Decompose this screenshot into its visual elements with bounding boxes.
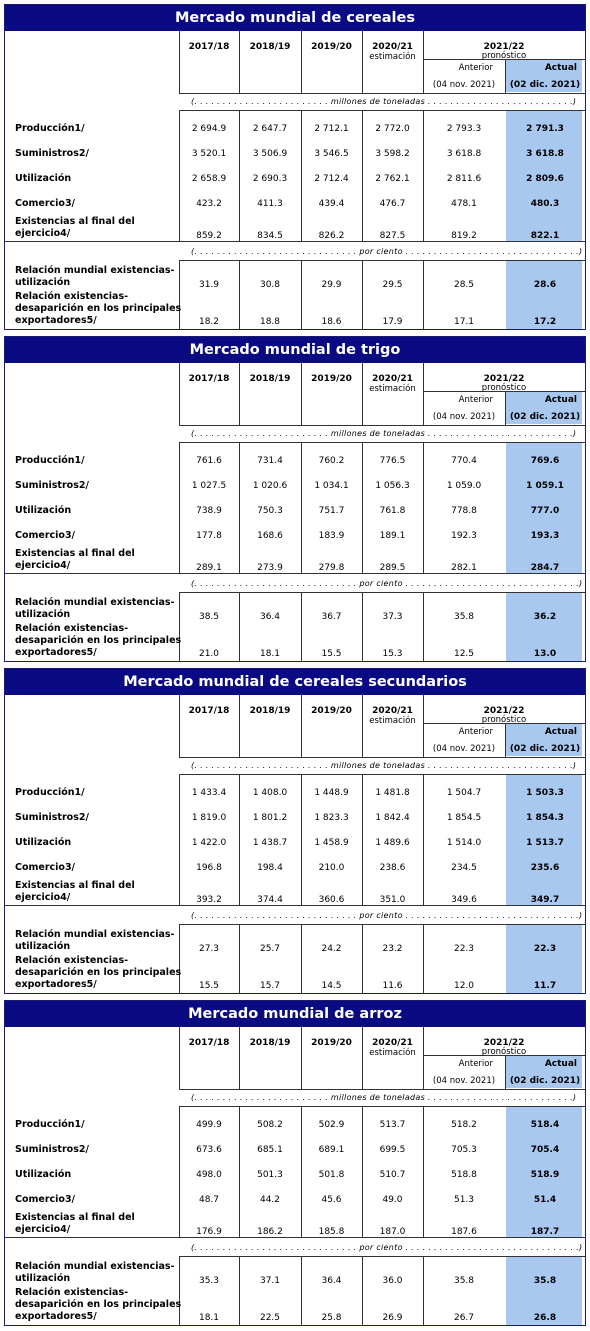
table-cell: 49.0 — [382, 1195, 403, 1205]
table-cell: 699.5 — [379, 1145, 406, 1155]
table-cell: 476.7 — [379, 199, 406, 209]
rule-line — [179, 695, 180, 757]
table-cell: 36.4 — [321, 1276, 342, 1286]
table-cell: 26.7 — [453, 1313, 475, 1323]
table-cell: 1 027.5 — [191, 481, 227, 491]
forecast-year-header: 2021/22 — [483, 1038, 525, 1048]
table-cell: 738.9 — [196, 506, 222, 516]
year-header: 2020/21 — [372, 374, 413, 384]
units-row: (. . . . . . . . . . . . . . . . . . . . . . . . millones de toneladas . . . . . . . . . . . . . . . . . . . . . . . . . .) — [191, 97, 577, 106]
table-cell: 1 056.3 — [375, 481, 410, 491]
table-cell: 2 791.3 — [526, 124, 564, 134]
table-cell: 518.8 — [451, 1170, 477, 1180]
row-label: Relación existencias-desaparición en los principales exportadores5/ — [15, 955, 182, 990]
year-header: 2019/20 — [311, 374, 352, 384]
table-cell: 273.9 — [257, 563, 283, 573]
current-date: (02 dic. 2021) — [509, 1076, 581, 1086]
table-cell: 36.4 — [259, 612, 281, 622]
year-header: 2019/20 — [311, 42, 352, 52]
table-cell: 1 034.1 — [314, 481, 349, 491]
year-header: 2018/19 — [249, 374, 291, 384]
table-cell: 3 618.8 — [446, 149, 482, 159]
table-cell: 189.1 — [379, 531, 406, 541]
table-cell: 2 658.9 — [191, 174, 227, 184]
table-cell: 187.7 — [530, 1227, 560, 1237]
rule-line — [179, 442, 585, 443]
row-label: Suministros2/ — [15, 1144, 89, 1155]
table-cell: 859.2 — [196, 231, 222, 241]
row-label: Comercio3/ — [15, 530, 76, 541]
table-cell: 18.1 — [259, 649, 281, 659]
table-cell: 2 762.1 — [375, 174, 410, 184]
table-cell: 501.8 — [318, 1170, 345, 1180]
table-cell: 12.5 — [453, 649, 475, 659]
table-cell: 819.2 — [451, 231, 477, 241]
table-cell: 18.2 — [198, 317, 220, 327]
table-cell: 2 694.9 — [191, 124, 227, 134]
table-cell: 51.4 — [533, 1195, 557, 1205]
row-label: Relación mundial existencias-utilización — [15, 597, 175, 620]
table-cell: 37.1 — [259, 1276, 281, 1286]
rule-line — [362, 695, 363, 757]
table-cell: 2 647.7 — [252, 124, 288, 134]
table-cell: 685.1 — [257, 1145, 283, 1155]
table-cell: 38.5 — [198, 612, 220, 622]
previous-date: (04 nov. 2021) — [432, 80, 496, 90]
year-header: 2020/21 — [372, 1038, 413, 1048]
units-row: (. . . . . . . . . . . . . . . . . . . . . . . . millones de toneladas . . . . . . . . . . . . . . . . . . . . . . . . . .) — [191, 429, 577, 438]
table-cell: 776.5 — [379, 456, 406, 466]
table-cell: 1 503.3 — [526, 788, 564, 798]
table-cell: 289.5 — [379, 563, 406, 573]
market-panel — [4, 336, 586, 662]
forecast-note: pronóstico — [481, 383, 527, 393]
table-cell: 439.4 — [318, 199, 345, 209]
table-cell: 518.9 — [530, 1170, 560, 1180]
current-label: Actual — [544, 63, 577, 73]
rule-line — [179, 1106, 585, 1107]
table-cell: 22.5 — [259, 1313, 281, 1323]
table-cell: 518.2 — [451, 1120, 477, 1130]
table-cell: 349.7 — [530, 895, 560, 905]
table-cell: 1 854.5 — [446, 813, 482, 823]
rule-line — [239, 31, 240, 93]
rule-line — [179, 1089, 585, 1090]
table-cell: 1 433.4 — [191, 788, 227, 798]
rule-line — [179, 425, 585, 426]
table-cell: 36.2 — [533, 612, 557, 622]
units-row: (. . . . . . . . . . . . . . . . . . . . . . . . . . . . . por ciento . . . . . . . . . . . . . . . . . . . . . . . . . . . . . . .) — [191, 1243, 583, 1252]
forecast-note: pronóstico — [481, 51, 527, 61]
forecast-year-header: 2021/22 — [483, 706, 525, 716]
table-cell: 282.1 — [451, 563, 477, 573]
table-cell: 705.4 — [530, 1145, 560, 1155]
table-cell: 193.3 — [530, 531, 560, 541]
forecast-year-header: 2021/22 — [483, 42, 525, 52]
table-cell: 2 690.3 — [252, 174, 288, 184]
table-cell: 24.2 — [321, 944, 342, 954]
table-cell: 1 020.6 — [252, 481, 288, 491]
table-cell: 198.4 — [257, 863, 283, 873]
table-cell: 29.5 — [382, 280, 403, 290]
table-cell: 360.6 — [318, 895, 345, 905]
table-cell: 27.3 — [198, 944, 220, 954]
table-cell: 374.4 — [257, 895, 283, 905]
rule-line — [239, 695, 240, 757]
table-cell: 502.9 — [318, 1120, 345, 1130]
table-cell: 834.5 — [257, 231, 283, 241]
table-cell: 23.2 — [382, 944, 403, 954]
table-cell: 480.3 — [530, 199, 560, 209]
table-cell: 1 438.7 — [252, 838, 288, 848]
estimate-note: estimación — [369, 384, 416, 394]
rule-line — [179, 1027, 180, 1089]
row-label: Comercio3/ — [15, 1194, 76, 1205]
rule-line — [301, 363, 302, 425]
row-label: Relación existencias-desaparición en los principales exportadores5/ — [15, 623, 182, 658]
table-cell: 673.6 — [196, 1145, 222, 1155]
table-cell: 822.1 — [530, 231, 560, 241]
previous-date: (04 nov. 2021) — [432, 744, 496, 754]
current-date: (02 dic. 2021) — [509, 80, 581, 90]
year-header: 2017/18 — [188, 374, 230, 384]
units-row: (. . . . . . . . . . . . . . . . . . . . . . . . millones de toneladas . . . . . . . . . . . . . . . . . . . . . . . . . .) — [191, 1093, 577, 1102]
row-label: Utilización — [15, 505, 72, 516]
table-cell: 2 793.3 — [446, 124, 482, 134]
row-label: Existencias al final del ejercicio4/ — [15, 548, 135, 571]
table-cell: 183.9 — [318, 531, 345, 541]
table-cell: 36.0 — [382, 1276, 403, 1286]
table-cell: 17.2 — [533, 317, 557, 327]
row-label: Producción1/ — [15, 455, 85, 466]
rule-line — [301, 31, 302, 93]
table-cell: 21.0 — [198, 649, 220, 659]
forecast-note: pronóstico — [481, 715, 527, 725]
estimate-note: estimación — [369, 52, 416, 62]
table-cell: 2 811.6 — [446, 174, 482, 184]
year-header: 2020/21 — [372, 42, 413, 52]
table-cell: 778.8 — [451, 506, 477, 516]
table-cell: 186.2 — [257, 1227, 283, 1237]
table-cell: 26.8 — [533, 1313, 557, 1323]
year-header: 2017/18 — [188, 42, 230, 52]
current-label: Actual — [544, 1059, 577, 1069]
row-label: Comercio3/ — [15, 198, 76, 209]
table-cell: 15.5 — [321, 649, 342, 659]
table-cell: 498.0 — [196, 1170, 222, 1180]
table-cell: 26.9 — [382, 1313, 403, 1323]
market-title: Mercado mundial de cereales secundarios — [5, 669, 585, 695]
row-label: Relación existencias-desaparición en los principales exportadores5/ — [15, 1287, 182, 1322]
table-cell: 1 513.7 — [526, 838, 564, 848]
row-label: Producción1/ — [15, 1119, 85, 1130]
previous-date: (04 nov. 2021) — [432, 412, 496, 422]
table-cell: 25.8 — [321, 1313, 342, 1323]
market-panel — [4, 1000, 586, 1326]
row-label: Utilización — [15, 837, 72, 848]
table-cell: 289.1 — [196, 563, 222, 573]
table-cell: 1 801.2 — [252, 813, 288, 823]
rule-line — [301, 1027, 302, 1089]
table-cell: 1 823.3 — [314, 813, 349, 823]
year-header: 2020/21 — [372, 706, 413, 716]
table-cell: 1 819.0 — [191, 813, 227, 823]
table-cell: 11.7 — [533, 981, 557, 991]
table-cell: 12.0 — [453, 981, 475, 991]
table-cell: 3 598.2 — [375, 149, 410, 159]
units-row: (. . . . . . . . . . . . . . . . . . . . . . . . millones de toneladas . . . . . . . . . . . . . . . . . . . . . . . . . .) — [191, 761, 577, 770]
table-cell: 187.0 — [379, 1227, 406, 1237]
year-header: 2018/19 — [249, 42, 291, 52]
market-panel — [4, 4, 586, 330]
table-cell: 210.0 — [318, 863, 345, 873]
table-cell: 2 712.4 — [314, 174, 349, 184]
table-cell: 1 422.0 — [191, 838, 227, 848]
row-label: Relación mundial existencias-utilización — [15, 929, 175, 952]
table-cell: 31.9 — [198, 280, 220, 290]
table-cell: 28.5 — [453, 280, 475, 290]
table-cell: 185.8 — [318, 1227, 345, 1237]
rule-line — [179, 110, 585, 111]
row-label: Suministros2/ — [15, 480, 89, 491]
previous-label: Anterior — [458, 727, 493, 737]
forecast-note: pronóstico — [481, 1047, 527, 1057]
units-row: (. . . . . . . . . . . . . . . . . . . . . . . . . . . . . por ciento . . . . . . . . . . . . . . . . . . . . . . . . . . . . . . .) — [191, 911, 583, 920]
table-cell: 423.2 — [196, 199, 222, 209]
table-cell: 177.8 — [196, 531, 222, 541]
table-cell: 18.6 — [321, 317, 342, 327]
table-cell: 1 059.0 — [446, 481, 482, 491]
previous-label: Anterior — [458, 395, 493, 405]
table-cell: 51.3 — [453, 1195, 475, 1205]
table-cell: 234.5 — [451, 863, 477, 873]
table-cell: 1 481.8 — [375, 788, 410, 798]
table-cell: 508.2 — [257, 1120, 283, 1130]
rule-line — [179, 774, 585, 775]
table-cell: 478.1 — [451, 199, 477, 209]
row-label: Producción1/ — [15, 123, 85, 134]
table-cell: 35.3 — [198, 1276, 220, 1286]
row-label: Relación existencias-desaparición en los principales exportadores5/ — [15, 291, 182, 326]
table-cell: 1 514.0 — [446, 838, 482, 848]
table-cell: 22.3 — [533, 944, 557, 954]
table-cell: 15.5 — [198, 981, 220, 991]
year-header: 2019/20 — [311, 1038, 352, 1048]
table-cell: 35.8 — [453, 612, 475, 622]
estimate-note: estimación — [369, 716, 416, 726]
previous-date: (04 nov. 2021) — [432, 1076, 496, 1086]
table-cell: 11.6 — [382, 981, 403, 991]
table-cell: 196.8 — [196, 863, 222, 873]
row-label: Utilización — [15, 173, 72, 184]
table-cell: 3 546.5 — [314, 149, 349, 159]
table-cell: 279.8 — [318, 563, 345, 573]
table-cell: 45.6 — [321, 1195, 342, 1205]
table-cell: 731.4 — [257, 456, 283, 466]
table-cell: 513.7 — [379, 1120, 406, 1130]
table-cell: 705.3 — [451, 1145, 477, 1155]
year-header: 2018/19 — [249, 1038, 291, 1048]
table-cell: 235.6 — [530, 863, 560, 873]
rule-line — [179, 363, 180, 425]
rule-line — [179, 757, 585, 758]
table-cell: 28.6 — [533, 280, 557, 290]
table-cell: 25.7 — [259, 944, 281, 954]
row-label: Suministros2/ — [15, 812, 89, 823]
table-cell: 761.6 — [196, 456, 222, 466]
table-cell: 777.0 — [530, 506, 560, 516]
rule-line — [362, 363, 363, 425]
table-cell: 37.3 — [382, 612, 403, 622]
table-cell: 3 520.1 — [191, 149, 227, 159]
market-title: Mercado mundial de cereales — [5, 5, 585, 31]
table-cell: 168.6 — [257, 531, 283, 541]
table-cell: 29.9 — [321, 280, 342, 290]
current-date: (02 dic. 2021) — [509, 412, 581, 422]
table-cell: 1 458.9 — [314, 838, 349, 848]
year-header: 2019/20 — [311, 706, 352, 716]
table-cell: 35.8 — [453, 1276, 475, 1286]
table-cell: 18.8 — [259, 317, 281, 327]
table-cell: 17.9 — [382, 317, 403, 327]
rule-line — [179, 1256, 585, 1257]
units-row: (. . . . . . . . . . . . . . . . . . . . . . . . . . . . . por ciento . . . . . . . . . . . . . . . . . . . . . . . . . . . . . . .) — [191, 247, 583, 256]
current-date: (02 dic. 2021) — [509, 744, 581, 754]
rule-line — [239, 363, 240, 425]
table-cell: 14.5 — [321, 981, 342, 991]
table-cell: 501.3 — [257, 1170, 283, 1180]
table-cell: 770.4 — [451, 456, 477, 466]
table-cell: 1 448.9 — [314, 788, 349, 798]
table-cell: 15.7 — [259, 981, 281, 991]
rule-line — [362, 1027, 363, 1089]
table-cell: 510.7 — [379, 1170, 406, 1180]
row-label: Relación mundial existencias-utilización — [15, 1261, 175, 1284]
market-title: Mercado mundial de trigo — [5, 337, 585, 363]
table-cell: 2 772.0 — [375, 124, 410, 134]
table-cell: 1 059.1 — [526, 481, 564, 491]
table-cell: 411.3 — [257, 199, 283, 209]
table-cell: 17.1 — [453, 317, 475, 327]
year-header: 2018/19 — [249, 706, 291, 716]
year-header: 2017/18 — [188, 706, 230, 716]
rule-line — [239, 1027, 240, 1089]
row-label: Suministros2/ — [15, 148, 89, 159]
rule-line — [179, 592, 585, 593]
table-cell: 349.6 — [451, 895, 477, 905]
estimate-note: estimación — [369, 1048, 416, 1058]
table-cell: 1 842.4 — [375, 813, 410, 823]
table-cell: 1 408.0 — [252, 788, 288, 798]
market-panel — [4, 668, 586, 994]
table-cell: 3 618.8 — [526, 149, 564, 159]
current-label: Actual — [544, 395, 577, 405]
table-cell: 176.9 — [196, 1227, 222, 1237]
table-cell: 30.8 — [259, 280, 281, 290]
table-cell: 238.6 — [379, 863, 406, 873]
table-cell: 761.8 — [379, 506, 406, 516]
table-cell: 351.0 — [379, 895, 406, 905]
row-label: Existencias al final del ejercicio4/ — [15, 216, 135, 239]
table-cell: 13.0 — [533, 649, 557, 659]
rule-line — [179, 93, 585, 94]
previous-label: Anterior — [458, 63, 493, 73]
row-label: Utilización — [15, 1169, 72, 1180]
table-cell: 689.1 — [318, 1145, 345, 1155]
units-row: (. . . . . . . . . . . . . . . . . . . . . . . . . . . . . por ciento . . . . . . . . . . . . . . . . . . . . . . . . . . . . . . .) — [191, 579, 583, 588]
previous-label: Anterior — [458, 1059, 493, 1069]
table-cell: 1 489.6 — [375, 838, 410, 848]
table-cell: 393.2 — [196, 895, 222, 905]
table-cell: 3 506.9 — [252, 149, 288, 159]
table-cell: 760.2 — [318, 456, 345, 466]
rule-line — [179, 260, 585, 261]
table-cell: 2 712.1 — [314, 124, 349, 134]
market-title: Mercado mundial de arroz — [5, 1001, 585, 1027]
forecast-year-header: 2021/22 — [483, 374, 525, 384]
row-label: Existencias al final del ejercicio4/ — [15, 880, 135, 903]
table-cell: 44.2 — [259, 1195, 281, 1205]
rule-line — [179, 31, 180, 93]
table-cell: 769.6 — [530, 456, 560, 466]
row-label: Relación mundial existencias-utilización — [15, 265, 175, 288]
table-cell: 15.3 — [382, 649, 403, 659]
table-cell: 518.4 — [530, 1120, 560, 1130]
table-cell: 499.9 — [196, 1120, 222, 1130]
table-cell: 18.1 — [198, 1313, 220, 1323]
row-label: Comercio3/ — [15, 862, 76, 873]
table-cell: 22.3 — [453, 944, 475, 954]
current-label: Actual — [544, 727, 577, 737]
table-cell: 750.3 — [257, 506, 283, 516]
row-label: Producción1/ — [15, 787, 85, 798]
table-cell: 35.8 — [533, 1276, 557, 1286]
table-cell: 1 854.3 — [526, 813, 564, 823]
table-cell: 192.3 — [451, 531, 477, 541]
table-cell: 2 809.6 — [526, 174, 564, 184]
rule-line — [362, 31, 363, 93]
table-cell: 36.7 — [321, 612, 342, 622]
table-cell: 827.5 — [379, 231, 406, 241]
rule-line — [179, 924, 585, 925]
table-cell: 187.6 — [451, 1227, 477, 1237]
rule-line — [301, 695, 302, 757]
table-cell: 826.2 — [318, 231, 345, 241]
row-label: Existencias al final del ejercicio4/ — [15, 1212, 135, 1235]
table-cell: 48.7 — [198, 1195, 220, 1205]
year-header: 2017/18 — [188, 1038, 230, 1048]
table-cell: 284.7 — [530, 563, 560, 573]
table-cell: 1 504.7 — [446, 788, 482, 798]
table-cell: 751.7 — [318, 506, 345, 516]
